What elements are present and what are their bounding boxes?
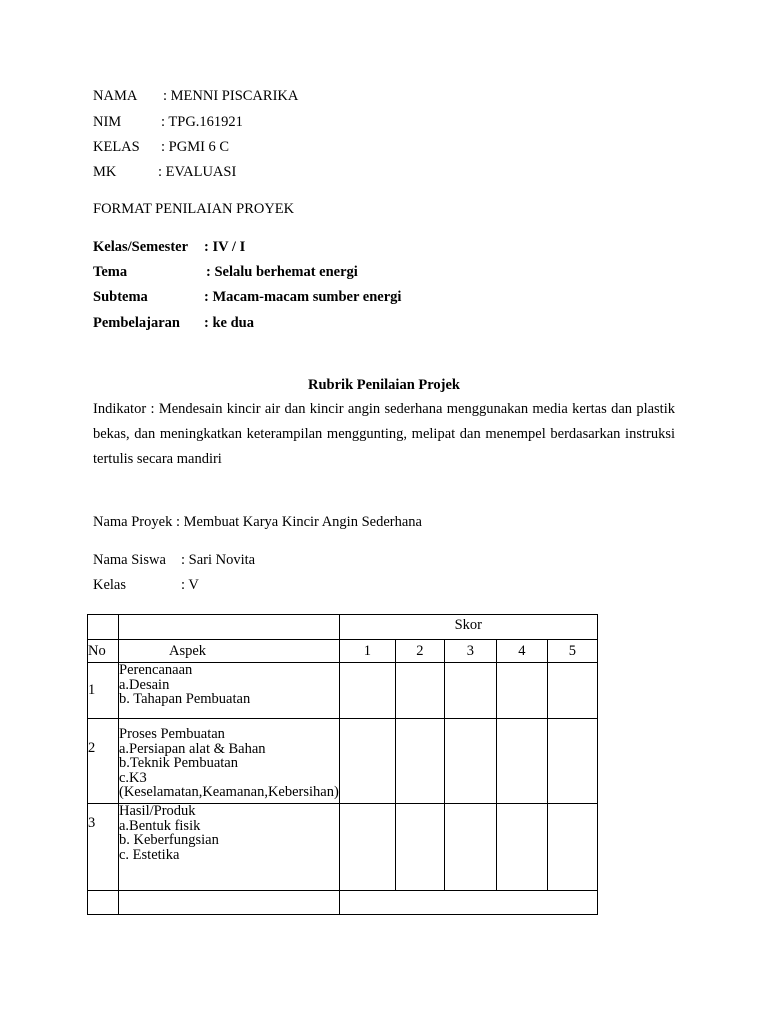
table-header-skor-row — [88, 615, 598, 640]
aspek-line: Perencanaan — [119, 662, 193, 678]
aspek-line: b.Teknik Pembuatan — [119, 755, 238, 771]
aspek-line: a.Bentuk fisik — [119, 817, 201, 834]
subtema-label: Subtema — [93, 289, 148, 305]
empty-cell — [88, 891, 119, 915]
score-cell — [496, 804, 547, 891]
nama-value: : MENNI PISCARIKA — [163, 88, 299, 104]
aspek-line: b. Tahapan Pembuatan — [119, 691, 251, 707]
kelas-semester-value: : IV / I — [204, 239, 246, 255]
nim-value: : TPG.161921 — [161, 114, 243, 130]
aspek-cell — [119, 719, 340, 804]
aspek-line: b. Keberfungsian — [119, 832, 219, 848]
nama-siswa-value: : Sari Novita — [181, 552, 256, 568]
rubric-title: Rubrik Penilaian Projek — [308, 377, 460, 393]
table-row — [88, 804, 598, 891]
table-row — [88, 719, 598, 804]
kelas-semester-label: Kelas/Semester — [93, 239, 189, 255]
empty-cell — [119, 615, 340, 640]
kelas-value: : PGMI 6 C — [161, 139, 230, 155]
kelas-label: KELAS — [93, 139, 140, 155]
score-cell — [547, 719, 597, 804]
project-name: Nama Proyek : Membuat Karya Kincir Angin Sederhana — [93, 514, 422, 530]
table-row — [88, 663, 598, 719]
score-cell — [395, 719, 444, 804]
score-header-4: 4 — [496, 640, 547, 663]
aspek-cell — [119, 804, 340, 891]
table-footer-row — [88, 891, 598, 915]
aspek-line: (Keselamatan,Keamanan,Kebersihan) — [119, 784, 339, 800]
score-cell — [496, 719, 547, 804]
skor-header: Skor — [339, 615, 597, 640]
aspek-line: a.Persiapan alat & Bahan — [119, 740, 266, 757]
aspek-line: a.Desain — [119, 676, 170, 693]
score-cell — [496, 663, 547, 719]
kelas-siswa-label: Kelas — [93, 577, 127, 593]
empty-cell — [88, 615, 119, 640]
score-cell — [395, 804, 444, 891]
kelas-siswa-value: : V — [181, 577, 199, 593]
nama-label: NAMA — [93, 88, 138, 104]
table-header-row — [88, 640, 598, 663]
aspek-header: Aspek — [119, 640, 340, 663]
tema-label: Tema — [93, 264, 128, 280]
score-header-2: 2 — [395, 640, 444, 663]
score-cell — [339, 663, 395, 719]
total-cell — [339, 891, 597, 915]
pembelajaran-value: : ke dua — [204, 315, 254, 331]
score-cell — [547, 663, 597, 719]
score-cell — [444, 719, 496, 804]
subtema-value: : Macam-macam sumber energi — [204, 289, 402, 305]
tema-value: : Selalu berhemat energi — [206, 264, 358, 280]
mk-value: : EVALUASI — [158, 164, 237, 180]
score-cell — [547, 804, 597, 891]
aspek-line: c. Estetika — [119, 846, 180, 863]
score-header-5: 5 — [547, 640, 597, 663]
row-number: 2 — [88, 719, 119, 804]
format-title: FORMAT PENILAIAN PROYEK — [93, 201, 295, 217]
score-cell — [395, 663, 444, 719]
rubric-table — [87, 614, 598, 915]
nama-siswa-label: Nama Siswa — [93, 552, 166, 568]
score-cell — [444, 804, 496, 891]
score-header-1: 1 — [339, 640, 395, 663]
no-header: No — [88, 640, 119, 663]
score-cell — [444, 663, 496, 719]
row-number: 3 — [88, 804, 119, 891]
indikator-paragraph: Indikator : Mendesain kincir air dan kincir angin sederhana menggunakan media kertas dan plastik bekas, dan meningkatkan keterampilan menggunting, melipat dan menempel berdasarkan instruksi tertulis secara mandiri — [93, 401, 675, 467]
empty-cell — [119, 891, 340, 915]
aspek-line: Proses Pembuatan — [119, 726, 225, 742]
mk-label: MK — [93, 164, 117, 180]
aspek-line: Hasil/Produk — [119, 803, 196, 819]
pembelajaran-label: Pembelajaran — [93, 315, 180, 331]
aspek-cell — [119, 663, 340, 719]
score-header-3: 3 — [444, 640, 496, 663]
row-number: 1 — [88, 663, 119, 719]
aspek-line: c.K3 — [119, 769, 147, 786]
nim-label: NIM — [93, 114, 122, 130]
score-cell — [339, 804, 395, 891]
score-cell — [339, 719, 395, 804]
